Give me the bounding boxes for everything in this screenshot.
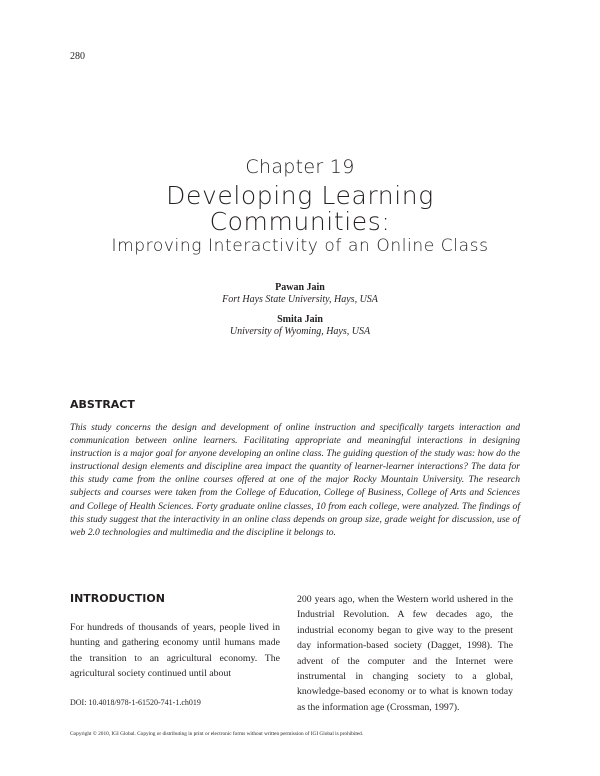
page-number: 280 (70, 51, 85, 62)
abstract-heading: ABSTRACT (70, 398, 135, 411)
abstract-body: This study concerns the design and development of online instruction and specifically targets interaction and communication between online learners. Facilitating appropriate and meaningful interactions in designing instruction is a major goal for anyone developing an online class. The guiding question of the study was: how do the instructional design elements and discipline area impact the quantity of learner-learner interactions? The data for this study came from the online courses offered at one of the major Rocky Mountain University. The research subjects and courses were taken from the College of Education, College of Business, College of Arts and Sciences and College of Health Sciences. Forty graduate online classes, 10 from each college, were analyzed. The findings of this study suggest that the interactivity in an online class depends on group size, grade weight for discussion, use of web 2.0 technologies and multimedia and the discipline it belongs to. (70, 422, 520, 538)
copyright-notice: Copyright © 2010, IGI Global. Copying or distributing in print or electronic forms without written permission of IGI Global is prohibited. (70, 731, 364, 737)
introduction-heading: INTRODUCTION (70, 592, 165, 605)
introduction-right-column: 200 years ago, when the Western world ushered in the Industrial Revolution. A few decades ago, the industrial economy began to give way to the present day information-based society (Dagget, 1998). The advent of the computer and the Internet were instrumental in changing society to a global, knowledge-based economy or to what is known today as the information age (Crossman, 1997). (297, 594, 513, 713)
author-name: Pawan Jain (275, 282, 325, 293)
author-affiliation: University of Wyoming, Hays, USA (229, 326, 371, 337)
chapter-label: Chapter 19 (245, 156, 355, 178)
doi: DOI: 10.4018/978-1-61520-741-1.ch019 (70, 698, 201, 707)
title-line-2: Communities: (209, 207, 391, 236)
author-name: Smita Jain (277, 314, 323, 325)
subtitle: Improving Interactivity of an Online Class (111, 236, 489, 256)
introduction-left-column: For hundreds of thousands of years, people lived in hunting and gathering economy until humans made the transition to an agricultural economy. The agricultural society continued until about (70, 622, 280, 680)
author-affiliation: Fort Hays State University, Hays, USA (222, 294, 378, 305)
title-line-1: Developing Learning (166, 181, 434, 210)
